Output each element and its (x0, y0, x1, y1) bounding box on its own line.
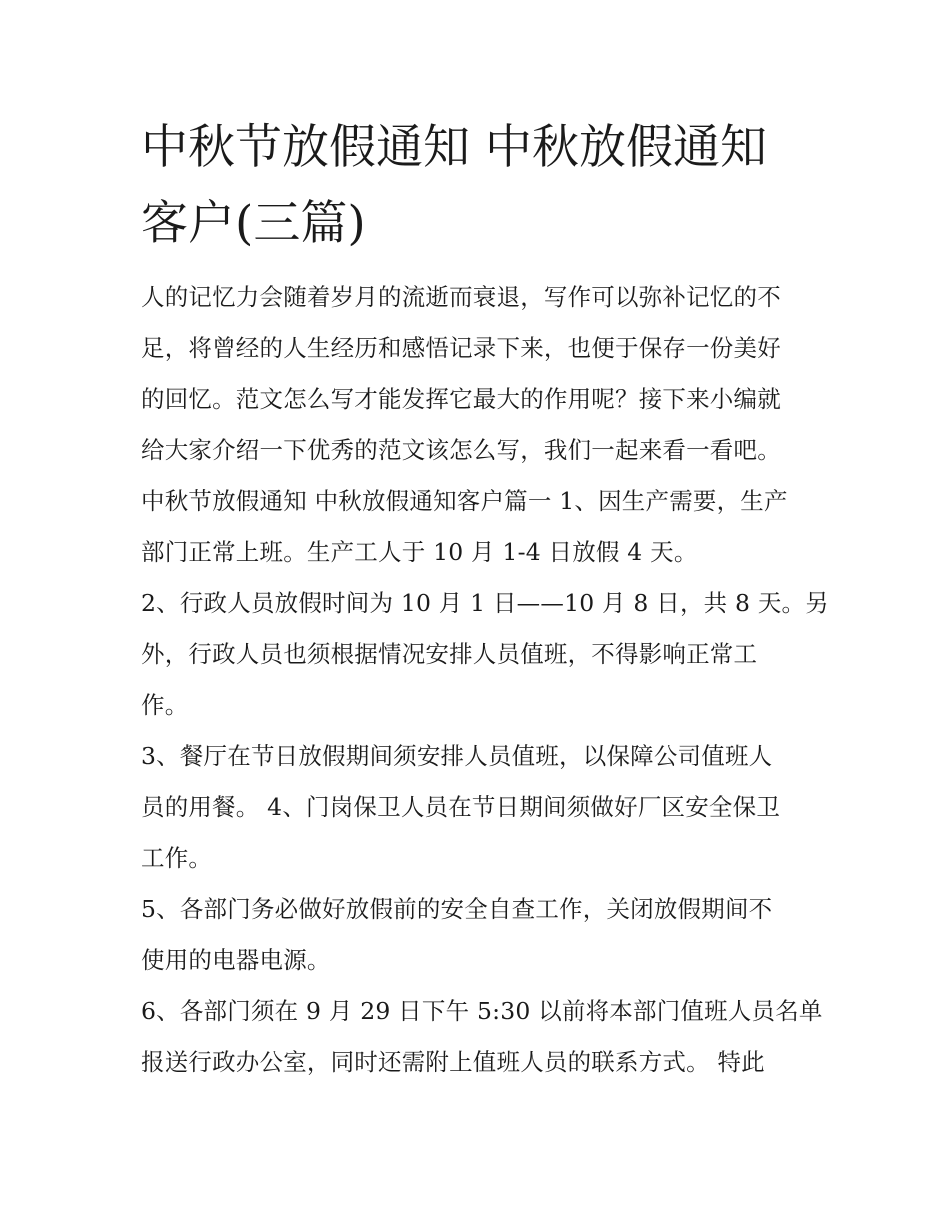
body-line: 工作。 (141, 844, 213, 872)
body-line: 6、各部门须在 9 月 29 日下午 5:30 以前将本部门值班人员名单 (141, 997, 823, 1025)
body-line: 部门正常上班。生产工人于 10 月 1-4 日放假 4 天。 (141, 538, 698, 566)
body-line: 2、行政人员放假时间为 10 月 1 日——10 月 8 日，共 8 天。另 (141, 589, 829, 617)
document-page (141, 110, 829, 1088)
body-line: 报送行政办公室，同时还需附上值班人员的联系方式。 特此 (141, 1048, 765, 1076)
body-line: 的回忆。范文怎么写才能发挥它最大的作用呢？接下来小编就 (141, 385, 781, 413)
body-line: 作。 (141, 691, 189, 719)
body-line: 员的用餐。 4、门岗保卫人员在节日期间须做好厂区安全保卫 (141, 793, 781, 821)
body-line: 3、餐厅在节日放假期间须安排人员值班，以保障公司值班人 (141, 742, 773, 770)
document-title (141, 110, 821, 262)
body-line: 外，行政人员也须根据情况安排人员值班，不得影响正常工 (141, 640, 758, 668)
body-line: 使用的电器电源。 (141, 946, 331, 974)
document-body (141, 272, 829, 1088)
body-line: 中秋节放假通知 中秋放假通知客户篇一 1、因生产需要，生产 (141, 487, 788, 515)
body-line: 给大家介绍一下优秀的范文该怎么写，我们一起来看一看吧。 (141, 436, 781, 464)
title-line: 客户(三篇) (141, 196, 366, 251)
body-line: 人的记忆力会随着岁月的流逝而衰退，写作可以弥补记忆的不 (141, 283, 781, 311)
title-line: 中秋节放假通知 中秋放假通知 (141, 120, 767, 175)
body-line: 足，将曾经的人生经历和感悟记录下来，也便于保存一份美好 (141, 334, 781, 362)
body-line: 5、各部门务必做好放假前的安全自查工作，关闭放假期间不 (141, 895, 773, 923)
